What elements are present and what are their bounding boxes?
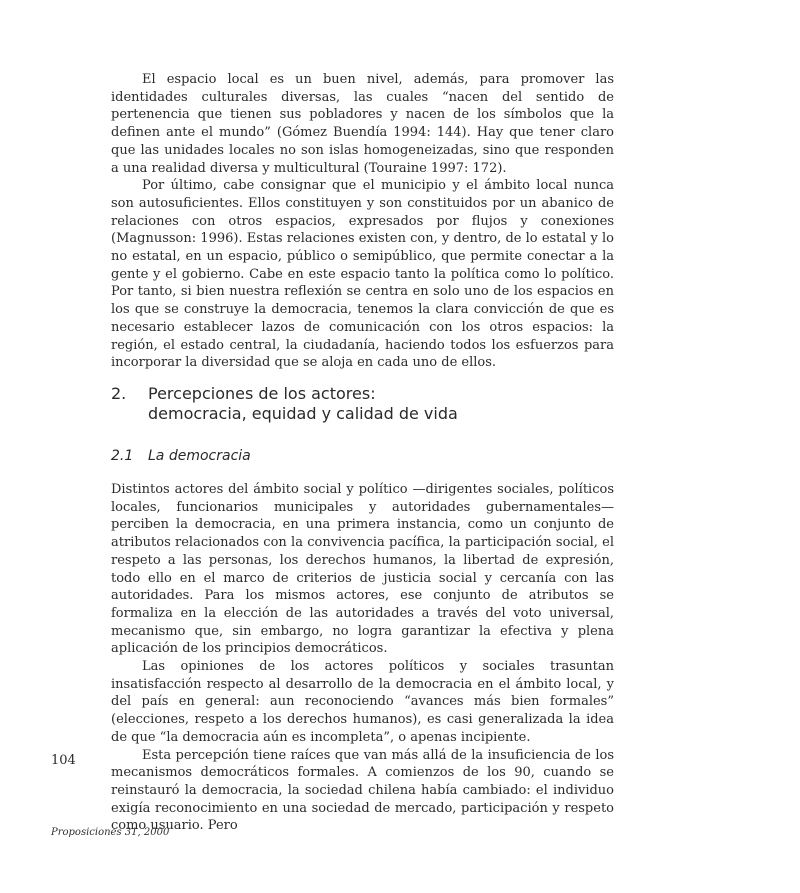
paragraph: Las opiniones de los actores políticos y sociales trasuntan insatisfacción respecto al desarrollo de la democracia en el ámbito local, y del país en general: aun reconociendo “avances más bien formales” (elecciones, respeto a los derechos humanos), es casi generalizada la idea de que “la democracia aún es incompleta”, o apenas incipiente. [111,659,614,745]
page-number: 104 [51,753,76,768]
intro-text [111,71,614,372]
paragraph: Esta percepción tiene raíces que van más allá de la insuficiencia de los mecanismos democráticos formales. A comienzos de los 90, cuando se reinstauró la democracia, la sociedad chilena había cambiado: el individuo exigía reconocimiento en una sociedad de mercado, participación y respeto como usuario. Pero [111,747,614,834]
paragraph: El espacio local es un buen nivel, además, para promover las identidades culturales diversas, las cuales “nacen del sentido de pertenencia que tienen sus pobladores y nacen de los símbolos que la definen ante el mundo” (Gómez Buendía 1994: 144). Hay que tener claro que las unidades locales no son islas homogeneizadas, sino que responden a una realidad diversa y multicultural (Touraine 1997: 172). [111,72,614,176]
section-title-line2: democracia, equidad y calidad de vida [148,404,458,423]
subsection-title: La democracia [148,448,251,464]
subsection-number: 2.1 [111,448,134,464]
body-text [111,481,614,835]
section-number: 2. [111,384,127,403]
paragraph: Por último, cabe consignar que el municipio y el ámbito local nunca son autosuficientes. Ellos constituyen y son constituidos por un abanico de relaciones con otros espacios, expresados por flujos y conexiones (Magnusson: 1996). Estas relaciones existen con, y dentro, de lo estatal y lo no estatal, en un espacio, público o semipúblico, que permite conectar a la gente y el gobierno. Cabe en este espacio tanto la política como lo político. Por tanto, si bien nuestra reflexión se centra en solo uno de los espacios en los que se construye la democracia, tenemos la clara convicción de que es necesario establecer lazos de comunicación con los otros espacios: la región, el estado central, la ciudadanía, haciendo todos los esfuerzos para incorporar la diversidad que se aloja en cada uno de ellos. [111,178,614,371]
section-title-line1: Percepciones de los actores: [148,384,376,403]
footer-citation: Proposiciones 31, 2000 [51,827,170,838]
paragraph: Distintos actores del ámbito social y político —dirigentes sociales, políticos locales, funcionarios municipales y autoridades gubernamentales— perciben la democracia, en una primera instancia, como un conjunto de atributos relacionados con la convivencia pacífica, la participación social, el respeto a las personas, los derechos humanos, la libertad de expresión, todo ello en el marco de criterios de justicia social y cercanía con las autoridades. Para los mismos actores, ese conjunto de atributos se formaliza en la elección de las autoridades a través del voto universal, mecanismo que, sin embargo, no logra garantizar la efectiva y plena aplicación de los principios democráticos. [111,482,614,657]
